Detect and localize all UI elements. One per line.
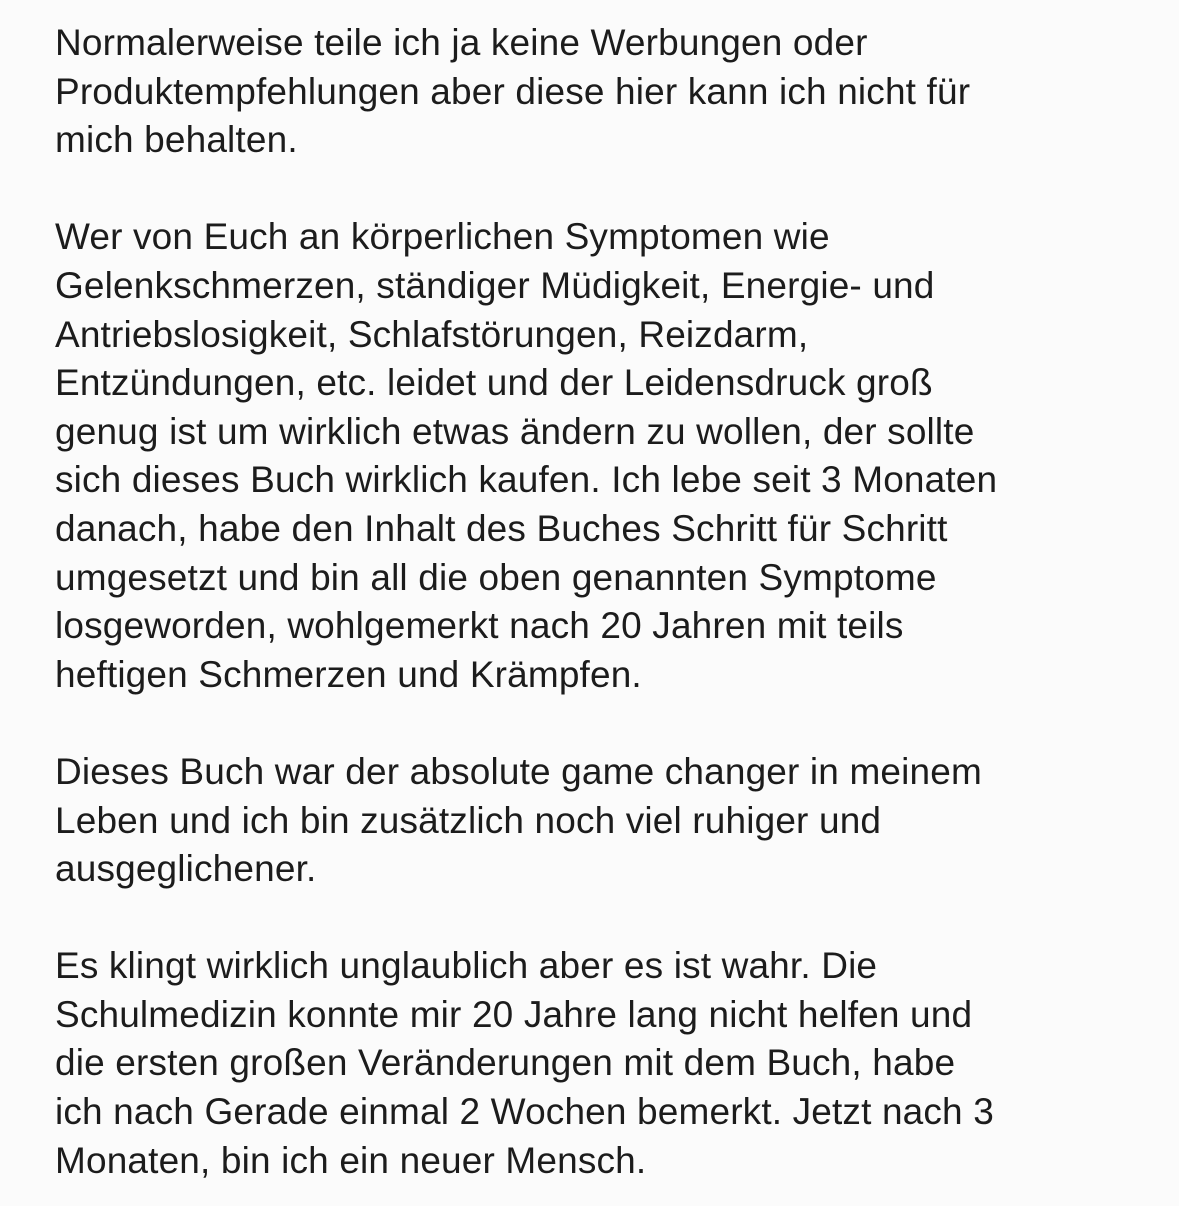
text-line: Schulmedizin konnte mir 20 Jahre lang nicht helfen und: [55, 993, 973, 1035]
paragraph-game-changer: [55, 748, 1119, 894]
text-line: sich dieses Buch wirklich kaufen. Ich lebe seit 3 Monaten: [55, 459, 998, 501]
text-line: mich behalten.: [55, 119, 298, 161]
paragraph-intro: [55, 19, 1119, 165]
text-line: Es klingt wirklich unglaublich aber es ist wahr. Die: [55, 945, 878, 987]
text-line: die ersten großen Veränderungen mit dem Buch, habe: [55, 1042, 956, 1084]
text-line: Wer von Euch an körperlichen Symptomen wie: [55, 216, 830, 258]
text-line: genug ist um wirklich etwas ändern zu wollen, der sollte: [55, 410, 975, 452]
post-body: [55, 19, 1119, 1185]
text-line: heftigen Schmerzen und Krämpfen.: [55, 653, 642, 695]
text-line: danach, habe den Inhalt des Buches Schritt für Schritt: [55, 507, 948, 549]
paragraph-symptoms: [55, 213, 1119, 699]
text-line: Normalerweise teile ich ja keine Werbungen oder: [55, 22, 868, 63]
text-line: Leben und ich bin zusätzlich noch viel ruhiger und: [55, 799, 882, 841]
text-line: Produktempfehlungen aber diese hier kann ich nicht für: [55, 70, 971, 112]
text-line: Gelenkschmerzen, ständiger Müdigkeit, Energie- und: [55, 264, 935, 306]
text-line: ausgeglichener.: [55, 848, 317, 890]
text-line: Entzündungen, etc. leidet und der Leidensdruck groß: [55, 362, 933, 404]
text-line: Monaten, bin ich ein neuer Mensch.: [55, 1139, 647, 1181]
text-line: umgesetzt und bin all die oben genannten Symptome: [55, 556, 937, 598]
text-line: ich nach Gerade einmal 2 Wochen bemerkt. Jetzt nach 3: [55, 1091, 994, 1133]
text-line: Dieses Buch war der absolute game changer in meinem: [55, 750, 982, 792]
paragraph-conclusion: [55, 942, 1119, 1185]
text-line: Antriebslosigkeit, Schlafstörungen, Reizdarm,: [55, 313, 809, 355]
text-line: losgeworden, wohlgemerkt nach 20 Jahren mit teils: [55, 605, 904, 647]
